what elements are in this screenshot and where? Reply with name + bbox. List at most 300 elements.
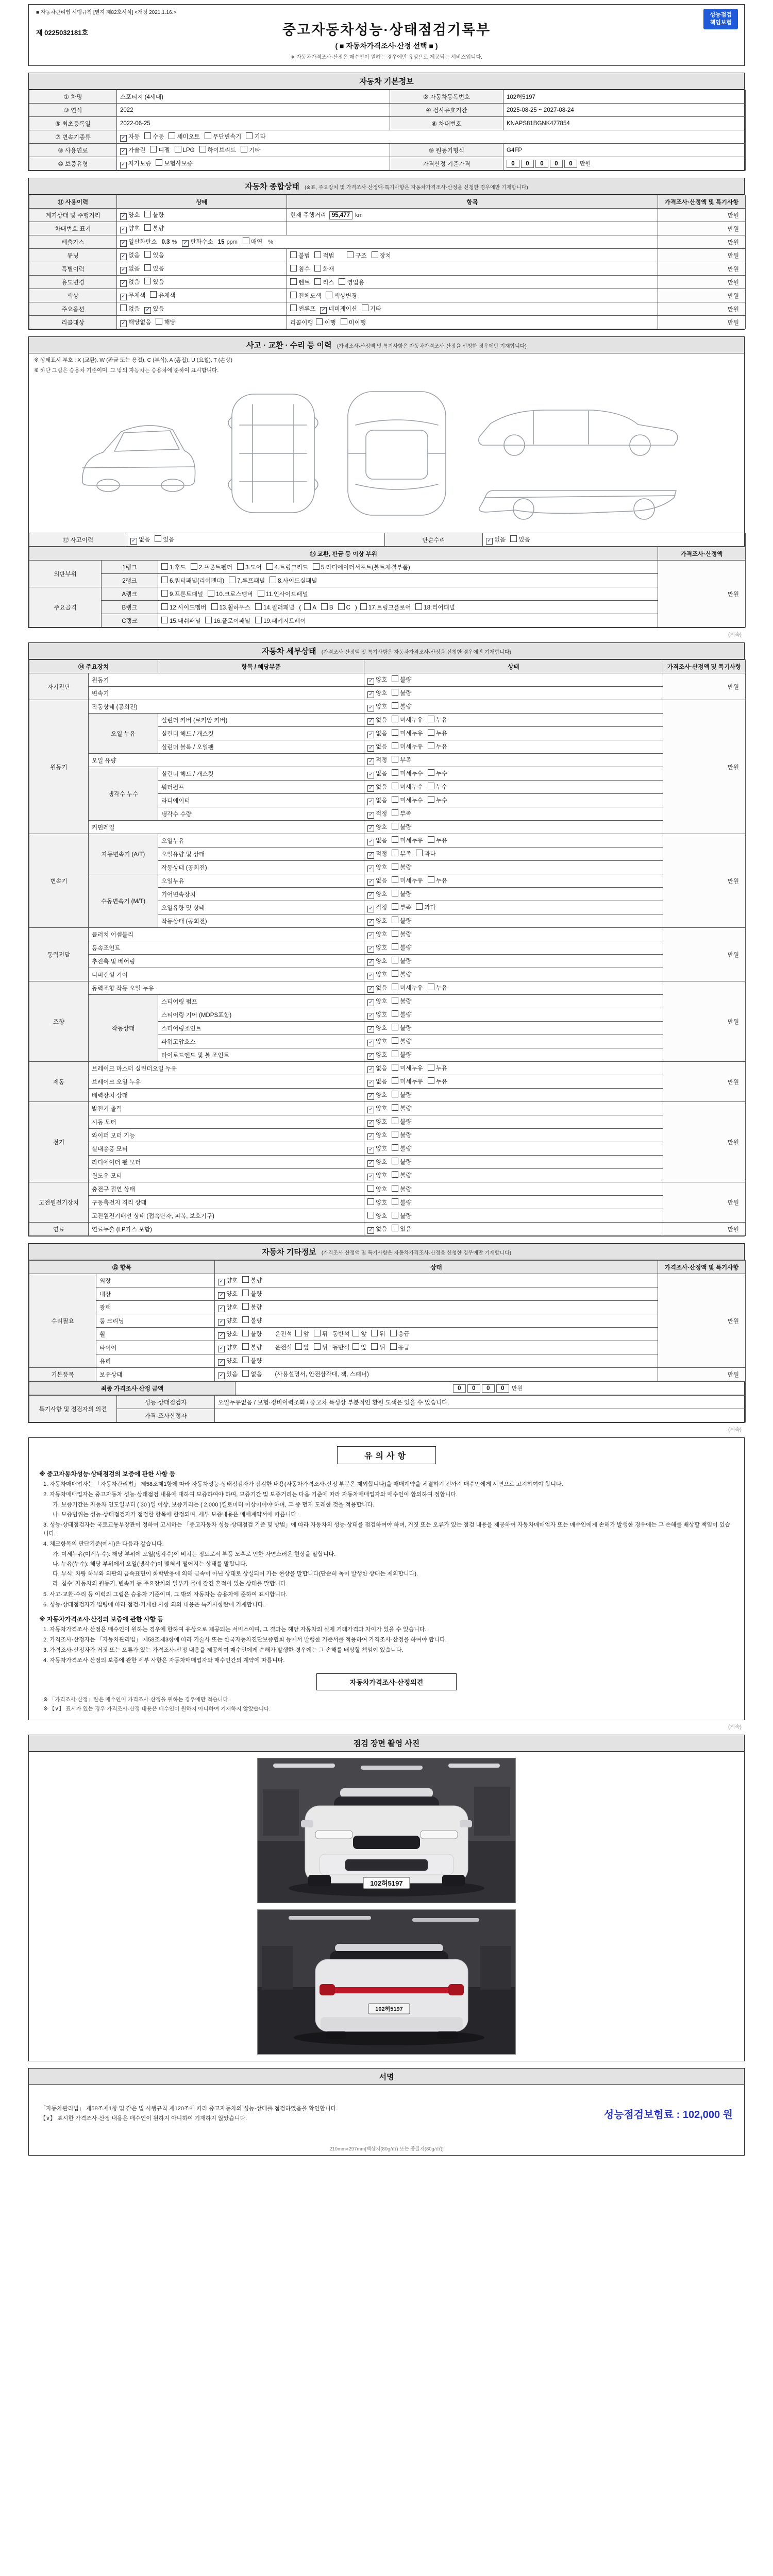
checkbox-box[interactable] (371, 1330, 378, 1336)
checkbox-불량[interactable] (392, 1171, 411, 1179)
checkbox-불량[interactable] (392, 1037, 411, 1045)
checkbox-미세누수[interactable] (392, 769, 423, 777)
checkbox-box[interactable] (242, 1357, 249, 1363)
checkbox-box[interactable] (390, 1343, 397, 1350)
checkbox-양호[interactable] (367, 997, 387, 1006)
checkbox-부족[interactable] (392, 903, 411, 911)
checkbox-box[interactable]: ✓ (120, 253, 127, 260)
checkbox-box[interactable]: ✓ (120, 294, 127, 300)
checkbox-6.쿼터패널(리어펜더)[interactable] (161, 577, 224, 585)
checkbox-box[interactable] (243, 238, 249, 244)
checkbox-box[interactable] (161, 603, 168, 610)
checkbox-box[interactable] (347, 251, 354, 258)
checkbox-양호[interactable] (218, 1303, 238, 1312)
checkbox-box[interactable]: ✓ (367, 946, 374, 953)
checkbox-box[interactable]: ✓ (182, 240, 189, 247)
checkbox-적법[interactable] (314, 251, 334, 260)
checkbox-box[interactable] (321, 603, 328, 610)
checkbox-있음[interactable] (155, 535, 174, 544)
checkbox-box[interactable] (392, 863, 398, 870)
checkbox-누수[interactable] (428, 783, 447, 791)
checkbox-box[interactable]: ✓ (367, 785, 374, 792)
checkbox-11.인사이드패널[interactable] (258, 590, 308, 598)
checkbox-없음[interactable] (367, 984, 387, 993)
checkbox-8.사이드실패널[interactable] (270, 577, 317, 585)
checkbox-불량[interactable] (392, 689, 411, 697)
checkbox-누유[interactable] (428, 876, 447, 885)
checkbox-box[interactable]: ✓ (130, 538, 137, 545)
checkbox-box[interactable]: ✓ (120, 162, 127, 168)
checkbox-box[interactable] (155, 535, 161, 542)
checkbox-box[interactable] (392, 702, 398, 709)
checkbox-box[interactable] (392, 903, 398, 910)
checkbox-부족[interactable] (392, 756, 411, 764)
checkbox-양호[interactable] (367, 943, 387, 953)
checkbox-적정[interactable] (367, 809, 387, 819)
checkbox-양호[interactable] (218, 1343, 238, 1352)
checkbox-있음[interactable] (510, 535, 530, 544)
checkbox-box[interactable]: ✓ (367, 933, 374, 939)
checkbox-box[interactable]: ✓ (367, 879, 374, 886)
checkbox-미세누수[interactable] (392, 783, 423, 791)
checkbox-box[interactable] (392, 970, 398, 977)
checkbox-box[interactable] (392, 1158, 398, 1164)
checkbox-없음[interactable] (120, 251, 140, 260)
checkbox-box[interactable] (415, 603, 422, 610)
checkbox-box[interactable] (416, 903, 423, 910)
checkbox-box[interactable] (371, 1343, 378, 1350)
checkbox-box[interactable] (341, 318, 347, 325)
checkbox-box[interactable] (290, 278, 297, 285)
checkbox-양호[interactable] (367, 1185, 387, 1193)
checkbox-box[interactable] (428, 769, 434, 776)
checkbox-box[interactable] (392, 1037, 398, 1044)
checkbox-불량[interactable] (392, 1010, 411, 1019)
checkbox-box[interactable] (304, 603, 311, 610)
checkbox-적정[interactable] (367, 850, 387, 859)
checkbox-없음[interactable] (367, 783, 387, 792)
checkbox-box[interactable] (314, 278, 321, 285)
checkbox-무단변속기[interactable] (205, 132, 242, 141)
checkbox-부족[interactable] (392, 809, 411, 818)
checkbox-색상변경[interactable] (326, 292, 357, 300)
checkbox-없음[interactable] (367, 729, 387, 738)
checkbox-box[interactable]: ✓ (218, 1332, 225, 1339)
checkbox-누유[interactable] (428, 1077, 447, 1086)
checkbox-미세누유[interactable] (392, 836, 423, 844)
checkbox-양호[interactable] (367, 1050, 387, 1060)
checkbox-box[interactable] (392, 1144, 398, 1151)
checkbox-양호[interactable] (120, 224, 140, 233)
checkbox-기타[interactable] (246, 132, 265, 141)
checkbox-box[interactable]: ✓ (367, 1120, 374, 1127)
checkbox-box[interactable] (367, 1198, 374, 1205)
checkbox-box[interactable]: ✓ (367, 1107, 374, 1113)
checkbox-양호[interactable] (218, 1330, 238, 1339)
checkbox-box[interactable]: ✓ (367, 758, 374, 765)
checkbox-없음[interactable] (130, 535, 150, 545)
checkbox-box[interactable]: ✓ (367, 892, 374, 899)
checkbox-디젤[interactable] (150, 146, 170, 154)
checkbox-양호[interactable] (120, 211, 140, 220)
checkbox-있음[interactable] (144, 304, 164, 314)
checkbox-box[interactable]: ✓ (218, 1319, 225, 1326)
checkbox-가솔린[interactable] (120, 146, 145, 155)
checkbox-box[interactable]: ✓ (367, 839, 374, 845)
checkbox-불량[interactable] (392, 997, 411, 1005)
checkbox-있음[interactable] (144, 264, 164, 273)
checkbox-box[interactable] (392, 997, 398, 1004)
checkbox-12.사이드멤버[interactable] (161, 603, 207, 612)
checkbox-box[interactable] (392, 675, 398, 682)
checkbox-box[interactable] (156, 159, 162, 166)
checkbox-box[interactable] (241, 146, 247, 152)
checkbox-미세누유[interactable] (392, 876, 423, 885)
checkbox-불량[interactable] (242, 1357, 262, 1365)
checkbox-box[interactable]: ✓ (120, 320, 127, 327)
checkbox-불량[interactable] (392, 917, 411, 925)
checkbox-box[interactable] (392, 943, 398, 950)
checkbox-누수[interactable] (428, 796, 447, 804)
checkbox-불량[interactable] (242, 1330, 262, 1338)
checkbox-뒤[interactable] (371, 1330, 385, 1338)
checkbox-구조[interactable] (347, 251, 366, 260)
checkbox-자가보증[interactable] (120, 159, 151, 168)
checkbox-뒤[interactable] (371, 1343, 385, 1351)
checkbox-box[interactable]: ✓ (367, 1066, 374, 1073)
checkbox-장치[interactable] (372, 251, 391, 260)
checkbox-불량[interactable] (144, 224, 164, 232)
checkbox-box[interactable] (161, 590, 168, 597)
checkbox-box[interactable] (392, 796, 398, 803)
checkbox-box[interactable] (258, 590, 264, 597)
checkbox-14.필러패널[interactable] (255, 603, 294, 612)
checkbox-없음[interactable] (242, 1370, 262, 1378)
checkbox-box[interactable]: ✓ (367, 799, 374, 805)
checkbox-2.프론트펜더[interactable] (191, 563, 232, 571)
checkbox-불량[interactable] (392, 1212, 411, 1220)
checkbox-box[interactable] (428, 836, 434, 843)
checkbox-A[interactable] (304, 603, 316, 611)
checkbox-있음[interactable] (144, 251, 164, 259)
checkbox-누수[interactable] (428, 769, 447, 777)
checkbox-해당[interactable] (156, 318, 175, 326)
checkbox-box[interactable] (120, 304, 127, 311)
checkbox-box[interactable]: ✓ (367, 959, 374, 966)
checkbox-box[interactable]: ✓ (367, 1133, 374, 1140)
checkbox-box[interactable] (255, 603, 262, 610)
checkbox-box[interactable] (144, 278, 151, 284)
checkbox-탄화수소[interactable] (182, 238, 213, 247)
checkbox-미세누유[interactable] (392, 1077, 423, 1086)
checkbox-10.크로스멤버[interactable] (208, 590, 253, 598)
checkbox-box[interactable]: ✓ (367, 1040, 374, 1046)
checkbox-불량[interactable] (392, 957, 411, 965)
checkbox-box[interactable] (392, 957, 398, 963)
checkbox-없음[interactable] (367, 1077, 387, 1087)
checkbox-box[interactable] (367, 1185, 374, 1192)
checkbox-box[interactable] (338, 603, 345, 610)
checkbox-양호[interactable] (367, 1212, 387, 1220)
checkbox-box[interactable] (175, 146, 181, 152)
checkbox-box[interactable] (428, 729, 434, 736)
checkbox-자동[interactable] (120, 132, 140, 142)
checkbox-13.휠하우스[interactable] (211, 603, 250, 612)
checkbox-box[interactable] (392, 1198, 398, 1205)
checkbox-4.트렁크리드[interactable] (266, 563, 308, 571)
checkbox-box[interactable]: ✓ (367, 745, 374, 752)
checkbox-누유[interactable] (428, 836, 447, 844)
checkbox-18.리어패널[interactable] (415, 603, 455, 612)
checkbox-box[interactable]: ✓ (218, 1306, 225, 1312)
checkbox-미이행[interactable] (341, 318, 366, 327)
checkbox-box[interactable] (392, 1185, 398, 1192)
checkbox-앞[interactable] (352, 1330, 366, 1338)
checkbox-양호[interactable] (367, 970, 387, 979)
checkbox-없음[interactable] (367, 742, 387, 752)
checkbox-box[interactable] (392, 1104, 398, 1111)
checkbox-box[interactable] (237, 563, 244, 570)
checkbox-17.트렁크플로어[interactable] (360, 603, 411, 612)
checkbox-없음[interactable] (367, 796, 387, 805)
checkbox-box[interactable] (156, 318, 162, 325)
checkbox-box[interactable] (326, 292, 332, 298)
checkbox-box[interactable]: ✓ (367, 999, 374, 1006)
checkbox-이행[interactable] (316, 318, 335, 327)
checkbox-양호[interactable] (367, 957, 387, 966)
checkbox-과다[interactable] (416, 850, 435, 858)
checkbox-불량[interactable] (392, 1185, 411, 1193)
checkbox-box[interactable]: ✓ (120, 267, 127, 274)
checkbox-box[interactable]: ✓ (144, 307, 151, 314)
checkbox-box[interactable] (242, 1370, 249, 1377)
checkbox-box[interactable] (428, 1077, 434, 1084)
checkbox-box[interactable] (161, 577, 168, 583)
checkbox-box[interactable] (360, 603, 367, 610)
checkbox-box[interactable] (392, 876, 398, 883)
checkbox-box[interactable] (392, 917, 398, 923)
checkbox-16.플로어패널[interactable] (205, 617, 250, 625)
checkbox-보험사보증[interactable] (156, 159, 193, 167)
checkbox-box[interactable] (392, 984, 398, 990)
checkbox-box[interactable] (161, 563, 168, 570)
checkbox-box[interactable] (390, 1330, 397, 1336)
checkbox-뒤[interactable] (314, 1343, 328, 1351)
checkbox-과다[interactable] (416, 903, 435, 911)
checkbox-box[interactable] (314, 265, 321, 272)
checkbox-box[interactable]: ✓ (367, 705, 374, 711)
checkbox-앞[interactable] (295, 1343, 309, 1351)
checkbox-불량[interactable] (392, 675, 411, 684)
checkbox-box[interactable]: ✓ (120, 148, 127, 155)
checkbox-box[interactable] (392, 729, 398, 736)
checkbox-무채색[interactable] (120, 291, 145, 300)
checkbox-box[interactable] (144, 264, 151, 271)
checkbox-box[interactable] (392, 1010, 398, 1017)
checkbox-양호[interactable] (367, 1104, 387, 1113)
checkbox-box[interactable] (392, 1077, 398, 1084)
checkbox-불량[interactable] (144, 211, 164, 219)
checkbox-box[interactable] (372, 251, 378, 258)
checkbox-box[interactable]: ✓ (367, 986, 374, 993)
checkbox-없음[interactable] (367, 1064, 387, 1073)
checkbox-box[interactable] (295, 1343, 302, 1350)
checkbox-양호[interactable] (367, 1131, 387, 1140)
checkbox-box[interactable]: ✓ (367, 866, 374, 872)
checkbox-box[interactable]: ✓ (367, 678, 374, 685)
checkbox-적정[interactable] (367, 903, 387, 912)
checkbox-box[interactable] (392, 850, 398, 856)
checkbox-C[interactable] (338, 603, 350, 611)
checkbox-box[interactable]: ✓ (367, 1227, 374, 1234)
checkbox-box[interactable] (392, 823, 398, 829)
checkbox-없음[interactable] (486, 535, 506, 545)
checkbox-없음[interactable] (367, 769, 387, 778)
checkbox-box[interactable] (416, 850, 423, 856)
checkbox-응급[interactable] (390, 1343, 410, 1351)
checkbox-box[interactable]: ✓ (367, 718, 374, 725)
checkbox-box[interactable]: ✓ (367, 1053, 374, 1060)
checkbox-양호[interactable] (367, 1117, 387, 1127)
checkbox-box[interactable] (255, 617, 262, 623)
checkbox-불량[interactable] (392, 1050, 411, 1059)
checkbox-양호[interactable] (367, 689, 387, 698)
checkbox-일산화탄소[interactable] (120, 238, 157, 247)
checkbox-불량[interactable] (392, 1144, 411, 1153)
checkbox-양호[interactable] (367, 1010, 387, 1020)
checkbox-box[interactable]: ✓ (486, 538, 493, 545)
checkbox-침수[interactable] (290, 265, 310, 273)
checkbox-양호[interactable] (218, 1357, 238, 1366)
checkbox-있음[interactable] (392, 1225, 411, 1233)
checkbox-box[interactable] (339, 278, 345, 285)
checkbox-불량[interactable] (392, 1117, 411, 1126)
checkbox-box[interactable] (428, 876, 434, 883)
checkbox-없음[interactable] (120, 278, 140, 287)
checkbox-box[interactable] (242, 1343, 249, 1350)
checkbox-네비게이션[interactable] (320, 304, 357, 314)
checkbox-세미오토[interactable] (169, 132, 199, 141)
checkbox-양호[interactable] (367, 675, 387, 685)
checkbox-box[interactable]: ✓ (367, 1013, 374, 1020)
checkbox-양호[interactable] (218, 1316, 238, 1326)
checkbox-5.라디에이터서포트(볼트체결부품)[interactable] (313, 563, 410, 571)
checkbox-box[interactable]: ✓ (367, 1080, 374, 1087)
checkbox-7.루프패널[interactable] (229, 577, 265, 585)
checkbox-box[interactable] (266, 563, 273, 570)
checkbox-양호[interactable] (218, 1290, 238, 1299)
checkbox-box[interactable] (392, 769, 398, 776)
checkbox-미세누유[interactable] (392, 1064, 423, 1072)
checkbox-box[interactable] (290, 251, 297, 258)
checkbox-15.대쉬패널[interactable] (161, 617, 200, 625)
checkbox-box[interactable] (144, 224, 151, 231)
checkbox-누유[interactable] (428, 729, 447, 737)
checkbox-box[interactable] (246, 132, 253, 139)
checkbox-box[interactable]: ✓ (120, 240, 127, 247)
checkbox-box[interactable] (392, 1064, 398, 1071)
checkbox-box[interactable] (205, 132, 211, 139)
checkbox-미세누유[interactable] (392, 729, 423, 737)
checkbox-양호[interactable] (367, 1024, 387, 1033)
checkbox-누유[interactable] (428, 716, 447, 724)
checkbox-불량[interactable] (392, 970, 411, 978)
checkbox-box[interactable]: ✓ (367, 825, 374, 832)
checkbox-box[interactable] (392, 1117, 398, 1124)
checkbox-불량[interactable] (392, 1104, 411, 1112)
checkbox-없음[interactable] (367, 836, 387, 845)
checkbox-누유[interactable] (428, 742, 447, 751)
checkbox-box[interactable] (392, 1050, 398, 1057)
checkbox-box[interactable] (392, 1091, 398, 1097)
checkbox-불법[interactable] (290, 251, 310, 260)
checkbox-있음[interactable] (144, 278, 164, 286)
checkbox-불량[interactable] (242, 1316, 262, 1325)
checkbox-box[interactable] (392, 716, 398, 722)
checkbox-불량[interactable] (392, 1024, 411, 1032)
checkbox-box[interactable] (314, 1343, 321, 1350)
checkbox-box[interactable]: ✓ (218, 1359, 225, 1366)
checkbox-box[interactable] (392, 930, 398, 937)
checkbox-box[interactable] (362, 304, 368, 311)
checkbox-box[interactable] (392, 1171, 398, 1178)
checkbox-box[interactable]: ✓ (367, 1147, 374, 1154)
checkbox-box[interactable] (242, 1330, 249, 1336)
checkbox-box[interactable] (314, 1330, 321, 1336)
checkbox-box[interactable] (428, 796, 434, 803)
checkbox-box[interactable]: ✓ (367, 1026, 374, 1033)
checkbox-유채색[interactable] (150, 291, 175, 299)
checkbox-불량[interactable] (392, 702, 411, 710)
checkbox-누유[interactable] (428, 1064, 447, 1072)
checkbox-box[interactable]: ✓ (120, 135, 127, 142)
checkbox-미세누유[interactable] (392, 984, 423, 992)
checkbox-리스[interactable] (314, 278, 334, 286)
checkbox-box[interactable]: ✓ (367, 1174, 374, 1180)
checkbox-양호[interactable] (367, 1144, 387, 1154)
checkbox-box[interactable]: ✓ (367, 691, 374, 698)
checkbox-없음[interactable] (367, 876, 387, 886)
checkbox-불량[interactable] (392, 930, 411, 938)
checkbox-box[interactable] (314, 251, 321, 258)
checkbox-box[interactable] (428, 716, 434, 722)
checkbox-응급[interactable] (390, 1330, 410, 1338)
checkbox-box[interactable]: ✓ (367, 812, 374, 819)
checkbox-box[interactable] (295, 1330, 302, 1336)
checkbox-box[interactable]: ✓ (367, 732, 374, 738)
checkbox-적정[interactable] (367, 756, 387, 765)
checkbox-해당없음[interactable] (120, 318, 151, 327)
checkbox-box[interactable] (428, 1064, 434, 1071)
checkbox-box[interactable] (211, 603, 218, 610)
checkbox-수동[interactable] (144, 132, 164, 141)
checkbox-box[interactable] (392, 756, 398, 762)
checkbox-box[interactable] (428, 984, 434, 990)
checkbox-불량[interactable] (392, 823, 411, 831)
checkbox-box[interactable] (150, 146, 157, 152)
checkbox-box[interactable] (242, 1290, 249, 1296)
checkbox-미세누수[interactable] (392, 796, 423, 804)
checkbox-box[interactable] (199, 146, 206, 152)
checkbox-매연[interactable] (243, 238, 262, 246)
checkbox-box[interactable] (392, 742, 398, 749)
checkbox-앞[interactable] (352, 1343, 366, 1351)
checkbox-box[interactable] (242, 1316, 249, 1323)
checkbox-불량[interactable] (392, 943, 411, 952)
checkbox-양호[interactable] (367, 890, 387, 899)
checkbox-box[interactable]: ✓ (218, 1372, 225, 1379)
checkbox-box[interactable] (270, 577, 276, 583)
